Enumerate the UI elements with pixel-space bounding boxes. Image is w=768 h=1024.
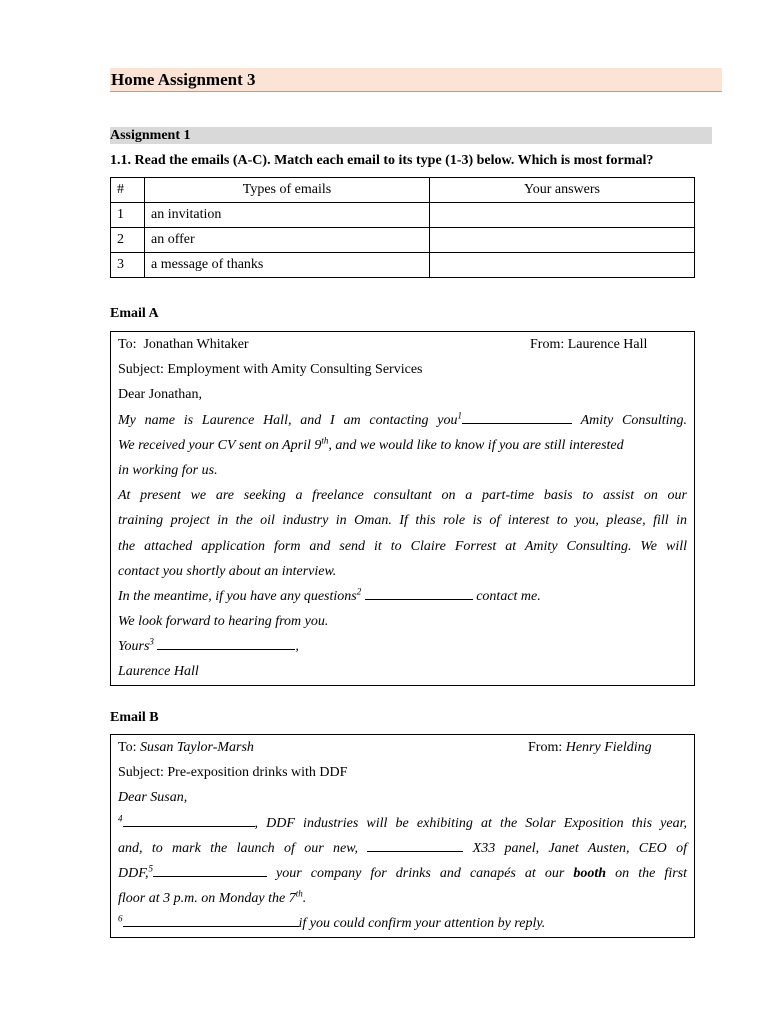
email-a-from-block [530,332,647,357]
email-b-line [118,861,687,886]
text: In the meantime, if you have any questions [118,588,357,604]
answer-cell[interactable] [430,228,695,253]
table-header-row [111,178,695,203]
gap-blank-2[interactable] [365,585,473,600]
email-b-line [118,911,687,936]
email-b-label: Email B [110,710,159,725]
email-a-line [118,584,687,609]
email-a-line: We look forward to hearing from you. [118,614,329,630]
text: floor at 3 p.m. on Monday the 7 [118,891,296,907]
text: Yours [118,639,150,655]
email-b-line [118,836,687,861]
gap-number: 5 [148,863,153,874]
table-row [111,203,695,228]
page-title: Home Assignment 3 [111,70,256,89]
answer-cell[interactable] [430,253,695,278]
to-label: To: [118,337,137,352]
text: . [302,891,307,907]
gap-blank-4[interactable] [123,812,255,827]
gap-blank-new[interactable] [367,837,463,852]
text: , [295,639,299,655]
gap-blank-5[interactable] [153,862,267,877]
email-b-line [118,886,687,911]
email-a-line [118,634,687,659]
row-type: an offer [145,228,430,253]
text: My name is Laurence Hall, and I am contacting you [118,412,458,428]
email-a-signature: Laurence Hall [118,664,199,680]
text: X33 panel, Janet Austen, CEO of [472,840,687,856]
to-label: To: [118,740,137,755]
email-b-greeting: Dear Susan, [118,790,188,806]
column-header-num: # [111,178,145,203]
gap-number: 3 [149,636,154,647]
text: your company for drinks and canapés at our [276,865,565,881]
email-a-line: the attached application form and send it to Claire Forrest at Amity Consulting. We will [118,538,687,554]
email-a-from: Laurence Hall [567,337,648,352]
from-label: From: [528,740,563,755]
email-a-header [118,332,687,357]
text: DDF, [118,865,149,881]
row-num: 3 [111,253,145,278]
question-text: 1.1. Read the emails (A-C). Match each email to its type (1-3) below. Which is most formal? [110,153,654,168]
page-title-bar [110,68,722,92]
email-a-line: At present we are seeking a freelance consultant on a part-time basis to assist on our [118,488,687,504]
column-header-answers: Your answers [430,178,695,203]
email-b-from: Henry Fielding [565,740,652,755]
email-b-subject: Subject: Pre-exposition drinks with DDF [118,765,348,781]
gap-blank-6[interactable] [123,912,299,927]
email-a-to: Jonathan Whitaker [143,337,249,352]
email-b-line [118,811,687,836]
email-a-line: training project in the oil industry in Oman. If this role is of interest to you, please, fill in [118,513,687,529]
email-b-from-block [528,735,652,760]
row-type: a message of thanks [145,253,430,278]
superscript: th [295,888,303,899]
email-a-greeting: Dear Jonathan, [118,387,202,403]
email-a-line: contact you shortly about an interview. [118,563,337,579]
gap-number: 1 [457,409,463,420]
text: and, to mark the launch of our new, [118,840,358,856]
row-num: 2 [111,228,145,253]
from-label: From: [530,337,565,352]
email-a-line [118,408,687,433]
email-b-box [110,734,695,938]
text: contact me. [476,588,541,604]
email-a-line [118,433,687,458]
assignment-label: Assignment 1 [110,127,712,144]
row-num: 1 [111,203,145,228]
superscript: th [321,435,329,446]
answer-cell[interactable] [430,203,695,228]
table-row [111,228,695,253]
text: , and we would like to know if you are still interested [328,437,624,453]
bold-text: booth [573,865,607,881]
text: on the first [615,865,687,881]
row-type: an invitation [145,203,430,228]
gap-number: 2 [356,586,362,597]
text: Amity Consulting. [580,412,687,428]
gap-number: 4 [118,812,123,823]
email-types-table [110,177,695,278]
gap-blank-1[interactable] [462,409,572,424]
email-a-box [110,331,695,686]
text: , DDF industries will be exhibiting at the Solar Exposition this year, [254,815,687,831]
email-b-header [118,735,687,760]
email-a-line: in working for us. [118,462,218,478]
text: if you could confirm your attention by reply. [298,916,546,932]
gap-blank-3[interactable] [157,635,295,650]
email-b-to: Susan Taylor-Marsh [139,740,254,755]
table-row [111,253,695,278]
email-a-label: Email A [110,306,159,321]
column-header-type: Types of emails [145,178,430,203]
gap-number: 6 [118,913,123,924]
text: We received your CV sent on April 9 [118,437,322,453]
email-a-subject: Subject: Employment with Amity Consulting Services [118,362,423,378]
